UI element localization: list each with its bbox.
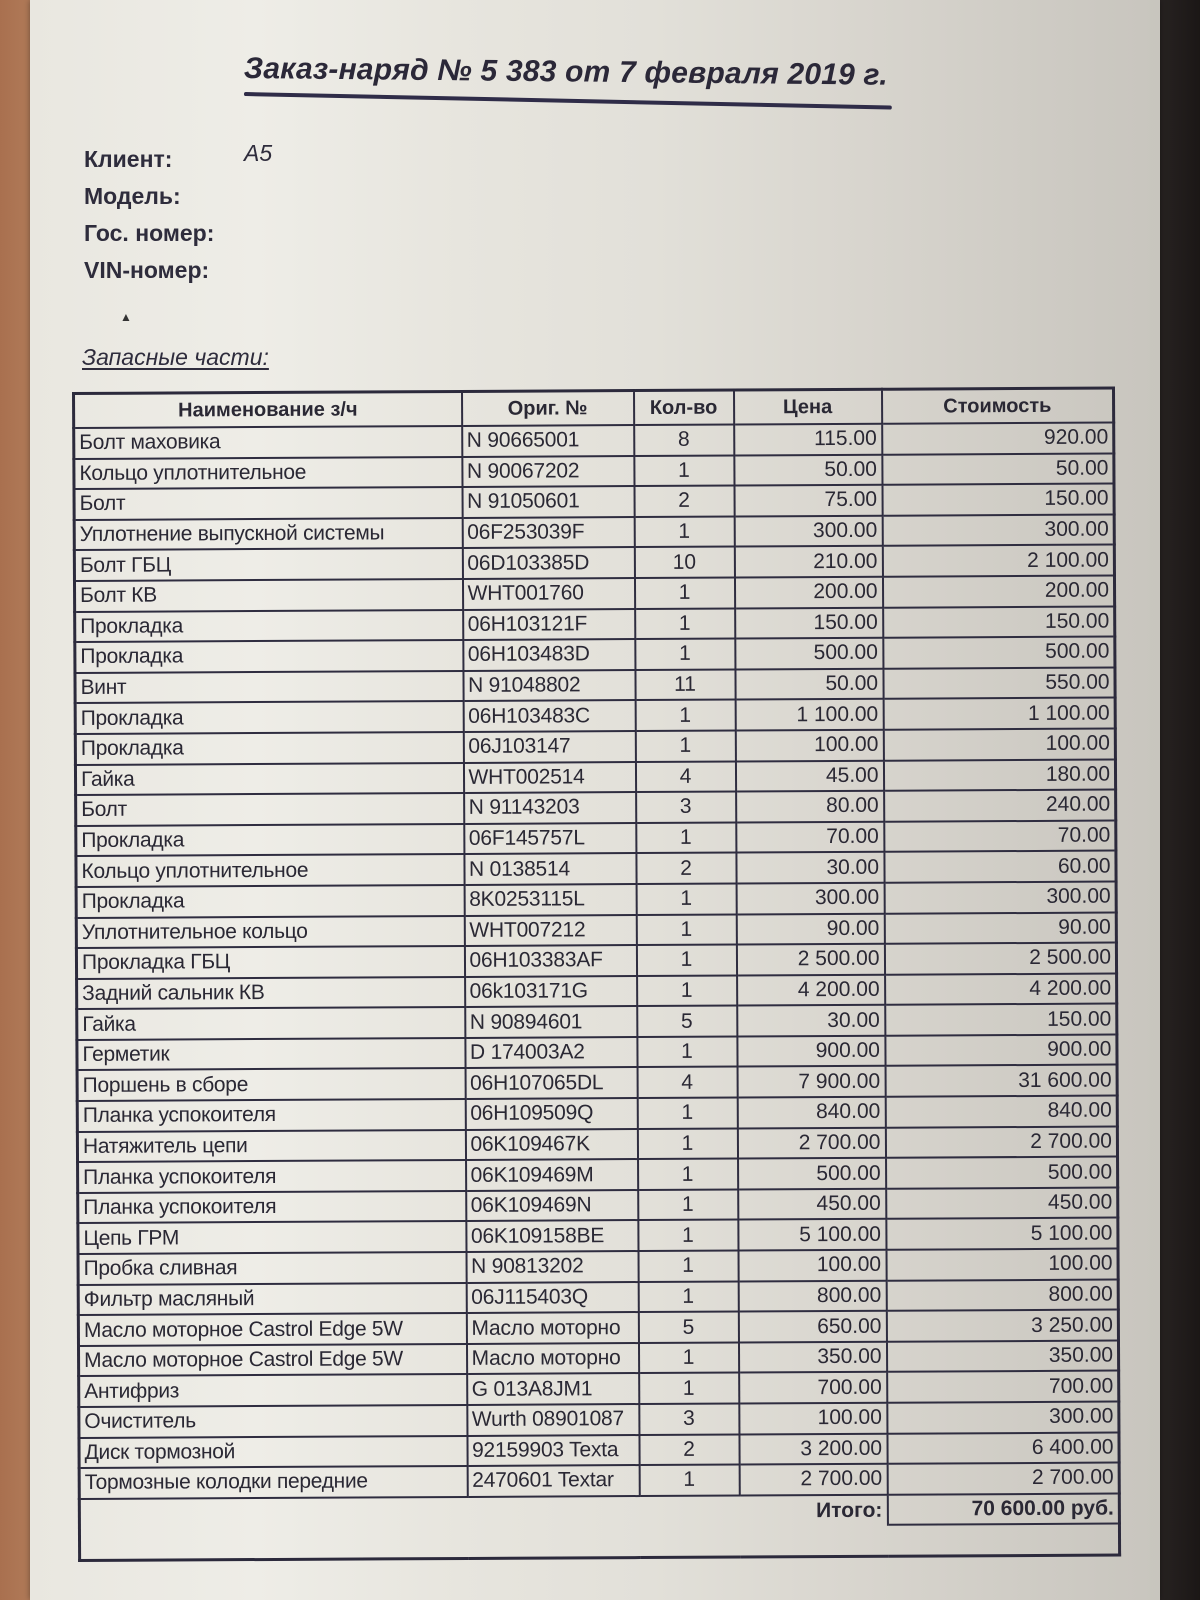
header-name: Наименование з/ч bbox=[74, 391, 462, 428]
cell-price: 90.00 bbox=[736, 913, 884, 944]
cell-orig-number: Масло моторно bbox=[466, 1343, 638, 1374]
cell-orig-number: WHT001760 bbox=[462, 578, 634, 609]
cell-part-name: Прокладка ГБЦ bbox=[76, 946, 464, 979]
client-info-row-vin bbox=[84, 257, 272, 294]
cell-cost: 450.00 bbox=[886, 1187, 1118, 1219]
cell-orig-number: N 91048802 bbox=[463, 670, 635, 701]
cell-part-name: Планка успокоителя bbox=[78, 1191, 466, 1224]
cell-price: 150.00 bbox=[735, 607, 883, 638]
cell-part-name: Уплотнение выпускной системы bbox=[74, 518, 462, 551]
cell-part-name: Тормозные колодки передние bbox=[79, 1466, 467, 1499]
cell-cost: 150.00 bbox=[882, 484, 1114, 516]
cell-price: 100.00 bbox=[735, 730, 883, 761]
cell-price: 2 500.00 bbox=[736, 944, 884, 975]
total-empty-cell bbox=[79, 1495, 739, 1529]
cell-quantity: 1 bbox=[638, 1251, 738, 1282]
cell-price: 50.00 bbox=[735, 669, 883, 700]
cell-price: 70.00 bbox=[736, 821, 884, 852]
work-order-paper bbox=[30, 0, 1160, 1600]
cell-part-name: Пробка сливная bbox=[78, 1252, 466, 1285]
cell-quantity: 1 bbox=[639, 1465, 739, 1496]
plate-label: Гос. номер: bbox=[84, 220, 215, 246]
cell-orig-number: N 90894601 bbox=[465, 1006, 637, 1037]
cell-cost: 350.00 bbox=[886, 1340, 1118, 1372]
table-body bbox=[74, 423, 1120, 1499]
cell-price: 210.00 bbox=[734, 546, 882, 577]
cell-part-name: Натяжитель цепи bbox=[77, 1130, 465, 1163]
cell-cost: 2 500.00 bbox=[884, 943, 1116, 975]
cell-cost: 300.00 bbox=[882, 514, 1114, 546]
cell-orig-number: 06k103171G bbox=[465, 976, 637, 1007]
cell-orig-number: G 013A8JM1 bbox=[467, 1373, 639, 1404]
cell-quantity: 1 bbox=[635, 639, 735, 670]
cell-part-name: Болт bbox=[74, 487, 462, 520]
cell-price: 80.00 bbox=[736, 791, 884, 822]
cell-price: 300.00 bbox=[734, 516, 882, 547]
cell-orig-number: 06H109509Q bbox=[465, 1098, 637, 1129]
cell-orig-number: 06H103483D bbox=[463, 639, 635, 670]
cell-quantity: 1 bbox=[638, 1159, 738, 1190]
vin-label: VIN-номер: bbox=[84, 257, 210, 283]
client-value: A5 bbox=[244, 140, 273, 166]
cell-cost: 1 100.00 bbox=[883, 698, 1115, 730]
total-value: 70 600.00 руб. bbox=[887, 1493, 1119, 1525]
cell-quantity: 1 bbox=[634, 578, 734, 609]
cell-cost: 240.00 bbox=[884, 790, 1116, 822]
cell-quantity: 1 bbox=[636, 914, 736, 945]
table-footer-blank-row bbox=[79, 1524, 1119, 1561]
cell-part-name: Прокладка bbox=[76, 824, 464, 857]
cell-quantity: 5 bbox=[637, 1006, 737, 1037]
cell-quantity: 8 bbox=[634, 425, 734, 456]
cell-price: 800.00 bbox=[738, 1280, 886, 1311]
cell-cost: 90.00 bbox=[884, 912, 1116, 944]
cell-price: 500.00 bbox=[735, 638, 883, 669]
cell-orig-number: 06K109469N bbox=[466, 1190, 638, 1221]
cell-part-name: Винт bbox=[75, 671, 463, 704]
cell-quantity: 1 bbox=[636, 822, 736, 853]
cell-orig-number: 06H103483C bbox=[463, 700, 635, 731]
cell-orig-number: N 90813202 bbox=[466, 1251, 638, 1282]
cell-part-name: Антифриз bbox=[79, 1374, 467, 1407]
cell-cost: 4 200.00 bbox=[885, 973, 1117, 1005]
cell-orig-number: 06K109158BE bbox=[466, 1220, 638, 1251]
cell-price: 7 900.00 bbox=[737, 1066, 885, 1097]
cell-quantity: 1 bbox=[639, 1373, 739, 1404]
cell-cost: 800.00 bbox=[886, 1279, 1118, 1311]
cell-quantity: 1 bbox=[638, 1189, 738, 1220]
cell-quantity: 1 bbox=[634, 455, 734, 486]
cell-quantity: 1 bbox=[637, 1036, 737, 1067]
cell-quantity: 1 bbox=[638, 1220, 738, 1251]
cell-quantity: 1 bbox=[636, 945, 736, 976]
cell-cost: 31 600.00 bbox=[885, 1065, 1117, 1097]
cell-part-name: Прокладка bbox=[75, 640, 463, 673]
spare-parts-table-wrap bbox=[72, 387, 1118, 1562]
cell-quantity: 1 bbox=[635, 730, 735, 761]
cell-part-name: Цепь ГРМ bbox=[78, 1221, 466, 1254]
title-underline bbox=[244, 92, 892, 110]
cell-price: 2 700.00 bbox=[739, 1464, 887, 1495]
cell-quantity: 1 bbox=[637, 1128, 737, 1159]
cell-quantity: 1 bbox=[635, 700, 735, 731]
cell-orig-number: 06D103385D bbox=[462, 547, 634, 578]
spare-parts-section-title: Запасные части: bbox=[82, 344, 269, 370]
cell-part-name: Прокладка bbox=[75, 701, 463, 734]
cell-quantity: 4 bbox=[637, 1067, 737, 1098]
cell-orig-number: 2470601 Textar bbox=[467, 1465, 639, 1496]
cell-quantity: 3 bbox=[639, 1404, 739, 1435]
cell-cost: 50.00 bbox=[882, 453, 1114, 485]
cell-part-name: Гайка bbox=[75, 762, 463, 795]
cell-part-name: Поршень в сборе bbox=[77, 1068, 465, 1101]
cell-cost: 300.00 bbox=[887, 1402, 1119, 1434]
cell-part-name: Масло моторное Castrol Edge 5W bbox=[78, 1344, 466, 1377]
client-info-row-client bbox=[84, 140, 273, 183]
cell-price: 2 700.00 bbox=[737, 1127, 885, 1158]
header-orig-number: Ориг. № bbox=[462, 391, 634, 426]
cell-quantity: 1 bbox=[638, 1281, 738, 1312]
cell-quantity: 3 bbox=[636, 792, 736, 823]
cell-price: 450.00 bbox=[738, 1189, 886, 1220]
cell-orig-number: N 0138514 bbox=[464, 853, 636, 884]
cell-cost: 100.00 bbox=[886, 1249, 1118, 1281]
document-title: Заказ-наряд № 5 383 от 7 февраля 2019 г. bbox=[243, 52, 889, 92]
cell-orig-number: 06H103383AF bbox=[464, 945, 636, 976]
cell-part-name: Болт КВ bbox=[74, 579, 462, 612]
cell-part-name: Прокладка bbox=[75, 732, 463, 765]
cell-price: 75.00 bbox=[734, 485, 882, 516]
cell-price: 200.00 bbox=[734, 577, 882, 608]
client-info-row-model bbox=[84, 183, 272, 220]
cell-cost: 100.00 bbox=[883, 728, 1115, 760]
cell-quantity: 2 bbox=[634, 486, 734, 517]
client-label: Клиент: bbox=[84, 146, 173, 172]
cell-price: 100.00 bbox=[738, 1250, 886, 1281]
cell-orig-number: Wurth 08901087 bbox=[467, 1404, 639, 1435]
cell-cost: 180.00 bbox=[883, 759, 1115, 791]
cell-orig-number: 06F145757L bbox=[464, 823, 636, 854]
client-info-block bbox=[84, 140, 273, 294]
cell-orig-number: 8K0253115L bbox=[464, 884, 636, 915]
cell-orig-number: 92159903 Texta bbox=[467, 1435, 639, 1466]
header-quantity: Кол-во bbox=[634, 390, 734, 425]
cell-quantity: 11 bbox=[635, 669, 735, 700]
cell-quantity: 5 bbox=[638, 1312, 738, 1343]
cell-quantity: 4 bbox=[635, 761, 735, 792]
cell-orig-number: 06F253039F bbox=[462, 517, 634, 548]
cell-quantity: 1 bbox=[636, 883, 736, 914]
cell-price: 700.00 bbox=[739, 1372, 887, 1403]
cell-orig-number: N 91050601 bbox=[462, 486, 634, 517]
cell-cost: 2 700.00 bbox=[885, 1126, 1117, 1158]
cell-price: 650.00 bbox=[738, 1311, 886, 1342]
cell-part-name: Болт маховика bbox=[74, 426, 462, 459]
cell-cost: 300.00 bbox=[884, 881, 1116, 913]
cell-cost: 70.00 bbox=[884, 820, 1116, 852]
cell-part-name: Очиститель bbox=[79, 1405, 467, 1438]
cell-cost: 500.00 bbox=[886, 1157, 1118, 1189]
cell-price: 900.00 bbox=[737, 1036, 885, 1067]
cell-quantity: 1 bbox=[638, 1342, 738, 1373]
cell-price: 100.00 bbox=[739, 1403, 887, 1434]
cell-cost: 150.00 bbox=[885, 1004, 1117, 1036]
cell-part-name: Кольцо уплотнительное bbox=[76, 854, 464, 887]
cell-orig-number: 06J115403Q bbox=[466, 1282, 638, 1313]
cell-quantity: 10 bbox=[634, 547, 734, 578]
cell-quantity: 1 bbox=[637, 1098, 737, 1129]
cell-price: 5 100.00 bbox=[738, 1219, 886, 1250]
cell-part-name: Масло моторное Castrol Edge 5W bbox=[78, 1313, 466, 1346]
cell-part-name: Кольцо уплотнительное bbox=[74, 457, 462, 490]
cell-quantity: 1 bbox=[637, 975, 737, 1006]
spare-parts-table bbox=[72, 387, 1121, 1562]
cell-price: 50.00 bbox=[734, 454, 882, 485]
cell-part-name: Планка успокоителя bbox=[78, 1160, 466, 1193]
header-cost: Стоимость bbox=[881, 388, 1113, 424]
cell-part-name: Гайка bbox=[77, 1007, 465, 1040]
cell-price: 30.00 bbox=[737, 1005, 885, 1036]
cell-cost: 500.00 bbox=[883, 637, 1115, 669]
cell-part-name: Задний сальник КВ bbox=[77, 977, 465, 1010]
cell-cost: 550.00 bbox=[883, 667, 1115, 699]
cell-price: 45.00 bbox=[735, 760, 883, 791]
cell-price: 350.00 bbox=[738, 1342, 886, 1373]
cell-cost: 60.00 bbox=[884, 851, 1116, 883]
ink-mark-icon: ▲ bbox=[120, 310, 132, 324]
cell-orig-number: WHT007212 bbox=[464, 915, 636, 946]
cell-orig-number: N 90067202 bbox=[462, 456, 634, 487]
cell-cost: 2 700.00 bbox=[887, 1463, 1119, 1495]
cell-price: 300.00 bbox=[736, 883, 884, 914]
cell-part-name: Прокладка bbox=[75, 610, 463, 643]
cell-cost: 840.00 bbox=[885, 1096, 1117, 1128]
table-header-row bbox=[74, 388, 1114, 428]
cell-orig-number: 06K109467K bbox=[465, 1129, 637, 1160]
total-label: Итого: bbox=[739, 1495, 887, 1526]
cell-part-name: Прокладка bbox=[76, 885, 464, 918]
cell-quantity: 2 bbox=[636, 853, 736, 884]
cell-orig-number: 06K109469M bbox=[466, 1159, 638, 1190]
cell-orig-number: Масло моторно bbox=[466, 1312, 638, 1343]
cell-price: 115.00 bbox=[734, 424, 882, 455]
cell-part-name: Герметик bbox=[77, 1038, 465, 1071]
cell-part-name: Болт bbox=[76, 793, 464, 826]
cell-quantity: 1 bbox=[635, 608, 735, 639]
cell-orig-number: WHT002514 bbox=[463, 762, 635, 793]
cell-quantity: 1 bbox=[634, 516, 734, 547]
cell-price: 30.00 bbox=[736, 852, 884, 883]
cell-part-name: Болт ГБЦ bbox=[74, 548, 462, 581]
cell-cost: 150.00 bbox=[883, 606, 1115, 638]
cell-cost: 3 250.00 bbox=[886, 1310, 1118, 1342]
cell-price: 4 200.00 bbox=[737, 974, 885, 1005]
cell-orig-number: D 174003A2 bbox=[465, 1037, 637, 1068]
cell-part-name: Фильтр масляный bbox=[78, 1283, 466, 1316]
cell-orig-number: N 91143203 bbox=[464, 792, 636, 823]
cell-orig-number: N 90665001 bbox=[462, 425, 634, 456]
cell-price: 500.00 bbox=[738, 1158, 886, 1189]
cell-quantity: 2 bbox=[639, 1434, 739, 1465]
cell-price: 840.00 bbox=[737, 1097, 885, 1128]
cell-part-name: Планка успокоителя bbox=[77, 1099, 465, 1132]
cell-cost: 5 100.00 bbox=[886, 1218, 1118, 1250]
cell-cost: 6 400.00 bbox=[887, 1432, 1119, 1464]
cell-part-name: Уплотнительное кольцо bbox=[76, 915, 464, 948]
cell-cost: 700.00 bbox=[887, 1371, 1119, 1403]
client-info-row-plate bbox=[84, 220, 272, 257]
header-price: Цена bbox=[733, 389, 881, 424]
cell-price: 1 100.00 bbox=[735, 699, 883, 730]
cell-cost: 200.00 bbox=[882, 576, 1114, 608]
model-label: Модель: bbox=[84, 183, 181, 209]
cell-cost: 920.00 bbox=[882, 423, 1114, 455]
cell-orig-number: 06J103147 bbox=[463, 731, 635, 762]
cell-cost: 900.00 bbox=[885, 1034, 1117, 1066]
cell-price: 3 200.00 bbox=[739, 1433, 887, 1464]
footer-blank-cell bbox=[79, 1524, 1119, 1561]
cell-orig-number: 06H107065DL bbox=[465, 1068, 637, 1099]
cell-cost: 2 100.00 bbox=[882, 545, 1114, 577]
cell-part-name: Диск тормозной bbox=[79, 1436, 467, 1469]
cell-orig-number: 06H103121F bbox=[463, 609, 635, 640]
